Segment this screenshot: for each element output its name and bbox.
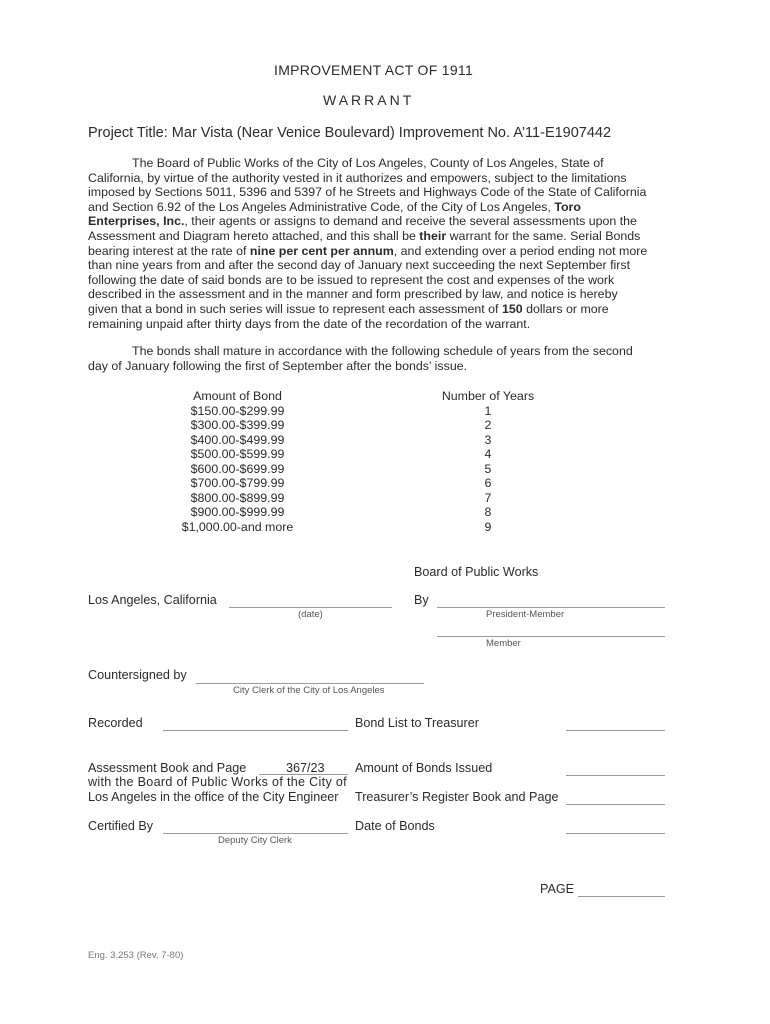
years-column	[418, 389, 558, 534]
years-row: 7	[484, 490, 492, 505]
countersigned-line[interactable]	[196, 683, 424, 684]
date-of-bonds-label: Date of Bonds	[355, 819, 435, 833]
location-label: Los Angeles, California	[88, 593, 217, 607]
bond-list-line[interactable]	[566, 730, 665, 731]
treasurer-register-line[interactable]	[566, 804, 665, 805]
president-signature-line[interactable]	[437, 607, 665, 608]
years-row: 1	[484, 403, 492, 418]
certified-by-line[interactable]	[163, 833, 348, 834]
contractor-name: Toro Enterprises, Inc.	[88, 199, 581, 229]
assessment-minimum: 150	[501, 301, 523, 316]
amount-header: Amount of Bond	[193, 389, 282, 403]
president-caption: President-Member	[486, 609, 565, 620]
bond-list-label: Bond List to Treasurer	[355, 716, 479, 730]
assessment-book-label: Assessment Book and Page	[88, 761, 247, 775]
amount-row: $800.00-$899.99	[190, 490, 285, 505]
years-row: 6	[484, 476, 492, 490]
project-title: Project Title: Mar Vista (Near Venice Boulevard) Improvement No. A’11-E1907442	[88, 125, 612, 141]
assessment-book-value: 367/23	[286, 761, 325, 775]
deputy-clerk-caption: Deputy City Clerk	[218, 835, 292, 846]
date-of-bonds-line[interactable]	[566, 833, 665, 834]
member-signature-line[interactable]	[437, 636, 665, 637]
years-header: Number of Years	[441, 389, 535, 403]
years-row: 9	[484, 519, 492, 534]
city-clerk-caption: City Clerk of the City of Los Angeles	[233, 685, 385, 696]
member-caption: Member	[486, 638, 521, 649]
years-row: 4	[484, 447, 492, 461]
board-label: Board of Public Works	[414, 565, 539, 579]
date-line[interactable]	[229, 607, 392, 608]
countersigned-label: Countersigned by	[88, 668, 187, 682]
assessment-line-2: with the Board of Public Works of the City of	[88, 775, 347, 789]
treasurer-register-label: Treasurer’s Register Book and Page	[355, 790, 559, 804]
page-label: PAGE	[540, 882, 575, 896]
interest-rate: nine per cent per annum	[249, 243, 394, 258]
page-line[interactable]	[578, 896, 665, 897]
amount-row: $1,000.00-and more	[181, 519, 294, 534]
amount-row: $150.00-$299.99	[190, 403, 285, 418]
recorded-label: Recorded	[88, 716, 143, 730]
years-row: 5	[484, 461, 492, 476]
amount-column	[150, 389, 325, 534]
warrant-title: WARRANT	[323, 92, 415, 108]
warrant-paragraph: The Board of Public Works of the City of Los Angeles, County of Los Angeles, State of California, by virtue of the authority vested in it authorizes and empowers, subject to the limitations imposed by Sections 5011, 5396 and 5397 of he Streets and Highways Code of the State of California and Section 6.92 of the Los Angeles Administrative Code, of the City of Los Angeles, Toro Enterprises, Inc., their agents or assigns to demand and receive the several assessments upon the Assessment and Diagram hereto attached, and this shall be their warrant for the same. Serial Bonds bearing interest at the rate of nine per cent per annum, and extending over a period ending not more than nine years from and after the second day of January next succeeding the next September first following the date of said bonds are to be issued to represent the cost and expenses of the work described in the assessment and in the manner and form prescribed by law, and notice is hereby given that a bond in such series will issue to represent each assessment of 150 dollars or more remaining unpaid after thirty days from the date of the recordation of the warrant.	[88, 156, 648, 331]
years-row: 8	[484, 505, 492, 519]
act-title: IMPROVEMENT ACT OF 1911	[274, 62, 474, 78]
years-row: 3	[484, 432, 492, 447]
years-row: 2	[484, 418, 492, 432]
amount-row: $400.00-$499.99	[190, 432, 285, 447]
amount-row: $900.00-$999.99	[190, 505, 285, 519]
certified-by-label: Certified By	[88, 819, 154, 833]
recorded-line[interactable]	[163, 730, 348, 731]
maturity-paragraph: The bonds shall mature in accordance with the following schedule of years from the second day of January following the first of September after the bonds’ issue.	[88, 344, 633, 373]
amount-issued-line[interactable]	[566, 775, 665, 776]
amount-row: $700.00-$799.99	[190, 476, 285, 490]
amount-row: $500.00-$599.99	[190, 447, 285, 461]
amount-row: $600.00-$699.99	[190, 461, 285, 476]
form-number: Eng. 3.253 (Rev. 7-80)	[88, 950, 184, 961]
assessment-line-3: Los Angeles in the office of the City Engineer	[88, 790, 339, 804]
amount-row: $300.00-$399.99	[190, 418, 285, 432]
date-caption: (date)	[298, 609, 323, 620]
amount-issued-label: Amount of Bonds Issued	[355, 761, 493, 775]
by-label: By	[414, 593, 429, 607]
